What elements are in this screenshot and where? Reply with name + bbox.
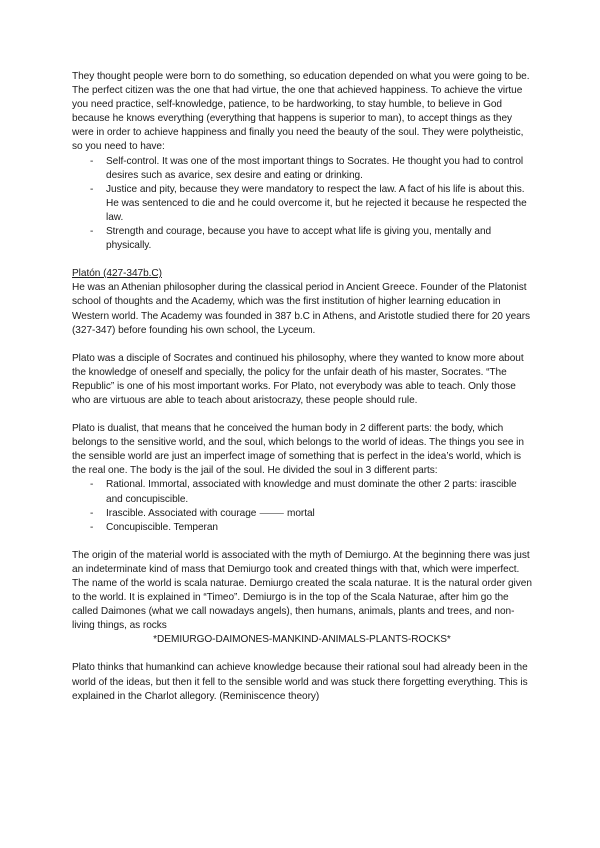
paragraph-education: They thought people were born to do something, so education depended on what you were going to be. The perfect citizen was the one that had virtue, the one that achieved happiness. To achieve the virtue you need practice, self-knowledge, patience, to be hardworking, to stay humble, to believe in God because he knows everything (everything that happens is superior to man), to accept things as they were in order to achieve happiness and finally you need the beauty of the soul. They were polytheistic, so you need to have:: [72, 71, 530, 153]
bullet-dash: -: [90, 479, 94, 491]
list-item-text: Rational. Immortal, associated with knowledge and must dominate the other 2 parts: irascible and concupiscible.: [106, 479, 517, 505]
virtues-list: [72, 155, 532, 254]
list-item: [72, 225, 532, 253]
soul-parts-list: [72, 478, 532, 534]
paragraph-biography: He was an Athenian philosopher during the classical period in Ancient Greece. Founder of the Platonist school of thoughts and the Academy, which was the first institution of higher learning education in Western world. The Academy was founded in 387 b.C in Athens, and Aristotle studied there for 20 years (327-347) before founding his own school, the Lyceum.: [72, 282, 531, 336]
scala-naturae-chain: *DEMIURGO-DAIMONES-MANKIND-ANIMALS-PLANTS-ROCKS*: [153, 634, 451, 646]
paragraph-dualism: Plato is dualist, that means that he conceived the human body in 2 different parts: the body, which belongs to the sensitive world, and the soul, which belongs to the world of ideas. The things you see in the sensible world are just an imperfect image of something that is perfect in the idea’s world, which is the real one. The body is the jail of the soul. He divided the soul in 3 different parts:: [72, 423, 524, 477]
list-item-text: Strength and courage, because you have to accept what life is giving you, mentally and physically.: [106, 226, 492, 252]
paragraph-demiurgo: The origin of the material world is associated with the myth of Demiurgo. At the beginning there was just an indeterminate kind of mass that Demiurgo took and created things with that, which were imperfect. The name of the world is scala naturae. Demiurgo created the scala naturae. It is the natural order given to the world. It is explained in “Timeo”. Demiurgo is in the top of the Scala Naturae, after him go the called Daimones (what we call nowadays angels), then humans, animals, plants and trees, and non-living things, as rocks: [72, 549, 532, 632]
bullet-dash: -: [90, 226, 94, 238]
paragraph-reminiscence: Plato thinks that humankind can achieve knowledge because their rational soul had already been in the world of the ideas, but then it fell to the sensible world and was stuck there forgetting everything. This is explained in the Charlot allegory. (Reminiscence theory): [72, 662, 528, 702]
section-heading-plato: Platón (427-347b.C): [72, 268, 162, 280]
bullet-dash: -: [90, 183, 94, 195]
list-item: [72, 183, 532, 225]
list-item: [72, 521, 532, 535]
list-item: [72, 155, 532, 183]
list-item: [72, 478, 532, 506]
list-item: [72, 507, 532, 521]
list-item-text: Self-control. It was one of the most important things to Socrates. He thought you had to control desires such as avarice, sex desire and eating or drinking.: [106, 155, 524, 181]
list-item-text: Irascible. Associated with courage ⸻ mortal: [106, 507, 315, 519]
bullet-dash: -: [90, 521, 94, 533]
bullet-dash: -: [90, 507, 94, 519]
bullet-dash: -: [90, 155, 94, 167]
paragraph-disciple: Plato was a disciple of Socrates and continued his philosophy, where they wanted to know more about the knowledge of oneself and specially, the policy for the unfair death of his master, Socrates. “The Republic” is one of his most important works. For Plato, not everybody was able to teach. Only those who are virtuous are able to teach about aristocrazy, these people should rule.: [72, 352, 524, 406]
list-item-text: Justice and pity, because they were mandatory to respect the law. A fact of his life is about this. He was sentenced to die and he could overcome it, but he rejected it because he respected the law.: [106, 183, 527, 223]
list-item-text: Concupiscible. Temperan: [106, 521, 219, 533]
